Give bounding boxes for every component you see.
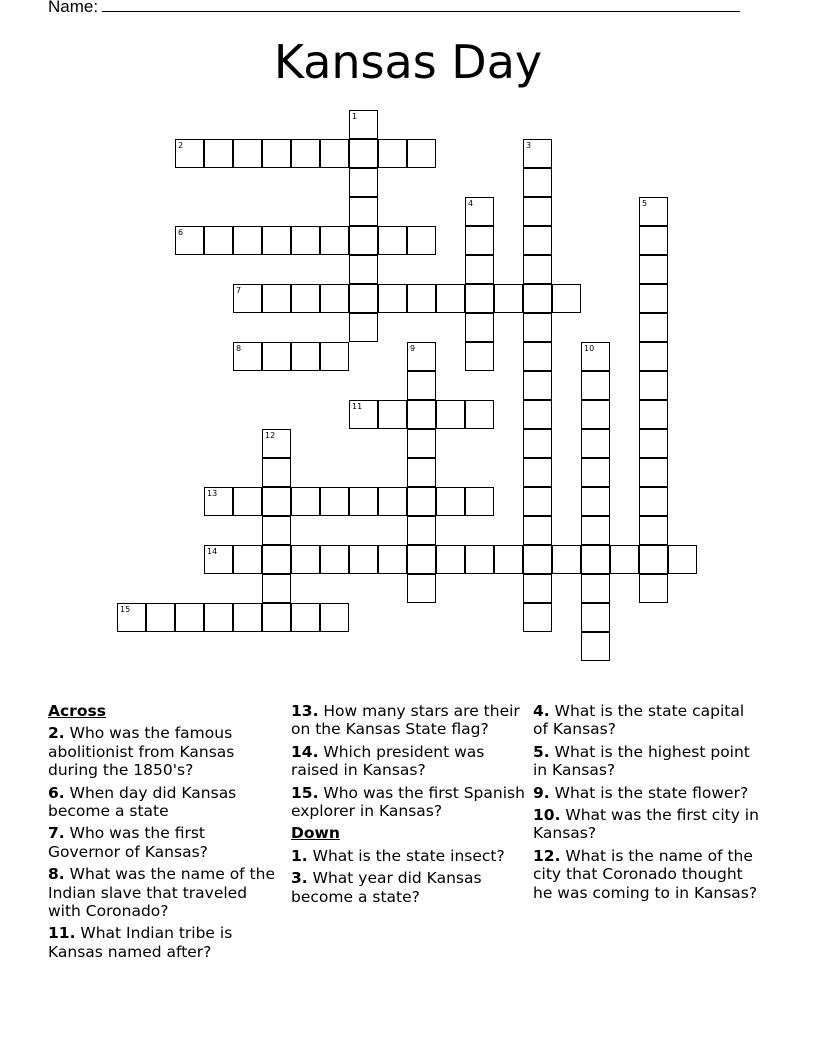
down-clue-3: 3. What year did Kansas become a state?: [291, 869, 482, 906]
down-clue-4: 4. What is the state capital of Kansas?: [533, 702, 745, 739]
across-clue-13: 13. How many stars are their on the Kansas State flag?: [291, 702, 520, 739]
cell-number: 13: [207, 489, 218, 498]
grid-cell[interactable]: [146, 603, 175, 632]
grid-cell[interactable]: [523, 516, 552, 545]
grid-cell[interactable]: [262, 545, 291, 574]
grid-cell[interactable]: [204, 545, 233, 574]
grid-cell[interactable]: [378, 139, 407, 168]
cell-number: 5: [642, 199, 648, 208]
grid-cell[interactable]: [639, 284, 668, 313]
grid-cell[interactable]: [639, 429, 668, 458]
grid-cell[interactable]: [523, 197, 552, 226]
grid-cell[interactable]: [349, 487, 378, 516]
grid-cell[interactable]: [639, 313, 668, 342]
grid-cell[interactable]: [465, 545, 494, 574]
grid-cell[interactable]: [639, 342, 668, 371]
grid-cell[interactable]: [262, 139, 291, 168]
clue-column-3: [533, 702, 763, 906]
across-clue-8: 8. What was the name of the Indian slave that traveled with Coronado?: [48, 865, 275, 921]
grid-cell[interactable]: [349, 255, 378, 284]
grid-cell[interactable]: [349, 168, 378, 197]
grid-cell[interactable]: [407, 226, 436, 255]
grid-cell[interactable]: [581, 400, 610, 429]
grid-cell[interactable]: [407, 284, 436, 313]
grid-cell[interactable]: [378, 545, 407, 574]
grid-cell[interactable]: [262, 487, 291, 516]
grid-cell[interactable]: [639, 400, 668, 429]
grid-cell[interactable]: [233, 487, 262, 516]
name-label: Name:: [48, 0, 99, 16]
grid-cell[interactable]: [465, 313, 494, 342]
across-header: Across: [48, 702, 106, 720]
grid-cell[interactable]: [581, 632, 610, 661]
down-clue-12: 12. What is the name of the city that Coronado thought he was coming to in Kansas?: [533, 846, 758, 902]
cell-number: 4: [468, 199, 474, 208]
grid-cell[interactable]: [349, 139, 378, 168]
grid-cell[interactable]: [610, 545, 639, 574]
cell-number: 10: [584, 344, 595, 353]
grid-cell[interactable]: [436, 284, 465, 313]
cell-number: 11: [352, 402, 363, 411]
across-clue-2: 2. Who was the famous abolitionist from Kansas during the 1850's?: [48, 724, 235, 780]
grid-cell[interactable]: [668, 545, 697, 574]
grid-cell[interactable]: [349, 197, 378, 226]
grid-cell[interactable]: [523, 342, 552, 371]
down-clue-1: 1. What is the state insect?: [291, 846, 505, 865]
grid-cell[interactable]: [523, 168, 552, 197]
down-clue-5: 5. What is the highest point in Kansas?: [533, 742, 750, 780]
down-clue-10: 10. What was the first city in Kansas?: [533, 806, 759, 843]
grid-cell[interactable]: [639, 371, 668, 400]
cell-number: 8: [236, 344, 242, 353]
grid-cell[interactable]: [407, 516, 436, 545]
grid-cell[interactable]: [523, 603, 552, 632]
grid-cell[interactable]: [291, 545, 320, 574]
grid-cell[interactable]: [581, 603, 610, 632]
grid-cell[interactable]: [494, 284, 523, 313]
grid-cell[interactable]: [581, 458, 610, 487]
grid-cell[interactable]: [233, 342, 262, 371]
grid-cell[interactable]: [204, 487, 233, 516]
grid-cell[interactable]: [639, 487, 668, 516]
down-clue-9: 9. What is the state flower?: [533, 783, 749, 802]
grid-cell[interactable]: [204, 139, 233, 168]
grid-cell[interactable]: [407, 342, 436, 371]
grid-cell[interactable]: [523, 487, 552, 516]
grid-cell[interactable]: [639, 574, 668, 603]
grid-cell[interactable]: [262, 429, 291, 458]
grid-cell[interactable]: [639, 516, 668, 545]
grid-cell[interactable]: [291, 342, 320, 371]
grid-cell[interactable]: [378, 487, 407, 516]
down-header: Down: [291, 824, 340, 843]
cell-number: 12: [265, 431, 276, 440]
grid-cell[interactable]: [320, 139, 349, 168]
grid-cell[interactable]: [581, 487, 610, 516]
cell-number: 1: [352, 112, 358, 121]
grid-cell[interactable]: [407, 574, 436, 603]
grid-cell[interactable]: [291, 226, 320, 255]
grid-cell[interactable]: [581, 429, 610, 458]
grid-cell[interactable]: [639, 545, 668, 574]
grid-cell[interactable]: [291, 487, 320, 516]
grid-cell[interactable]: [494, 545, 523, 574]
grid-cell[interactable]: [233, 226, 262, 255]
grid-cell[interactable]: [349, 545, 378, 574]
across-clue-7: 7. Who was the first Governor of Kansas?: [48, 824, 208, 861]
grid-cell[interactable]: [291, 284, 320, 313]
grid-cell[interactable]: [262, 342, 291, 371]
grid-cell[interactable]: [407, 429, 436, 458]
grid-cell[interactable]: [378, 226, 407, 255]
grid-cell[interactable]: [436, 400, 465, 429]
grid-cell[interactable]: [204, 603, 233, 632]
grid-cell[interactable]: [523, 313, 552, 342]
grid-cell[interactable]: [320, 226, 349, 255]
grid-cell[interactable]: [407, 458, 436, 487]
grid-cell[interactable]: [262, 284, 291, 313]
cell-number: 6: [178, 228, 184, 237]
grid-cell[interactable]: [552, 545, 581, 574]
grid-cell[interactable]: [262, 458, 291, 487]
grid-cell[interactable]: [436, 545, 465, 574]
grid-cell[interactable]: [349, 110, 378, 139]
grid-cell[interactable]: [320, 603, 349, 632]
across-clue-11: 11. What Indian tribe is Kansas named after?: [48, 924, 233, 961]
grid-cell[interactable]: [378, 400, 407, 429]
grid-cell[interactable]: [204, 226, 233, 255]
grid-cell[interactable]: [552, 284, 581, 313]
cell-number: 7: [236, 286, 242, 295]
grid-cell[interactable]: [407, 371, 436, 400]
grid-cell[interactable]: [320, 284, 349, 313]
grid-cell[interactable]: [523, 545, 552, 574]
grid-cell[interactable]: [639, 197, 668, 226]
across-clue-6: 6. When day did Kansas become a state: [48, 783, 237, 821]
grid-cell[interactable]: [407, 545, 436, 574]
grid-cell[interactable]: [465, 342, 494, 371]
grid-cell[interactable]: [378, 284, 407, 313]
grid-cell[interactable]: [262, 603, 291, 632]
cell-number: 15: [120, 605, 131, 614]
puzzle-title: Kansas Day: [273, 35, 543, 89]
grid-cell[interactable]: [639, 458, 668, 487]
grid-cell[interactable]: [320, 545, 349, 574]
across-clue-15: 15. Who was the first Spanish explorer in Kansas?: [291, 783, 525, 821]
grid-cell[interactable]: [639, 226, 668, 255]
grid-cell[interactable]: [523, 574, 552, 603]
grid-cell[interactable]: [581, 342, 610, 371]
grid-cell[interactable]: [407, 400, 436, 429]
grid-cell[interactable]: [291, 603, 320, 632]
grid-cell[interactable]: [233, 139, 262, 168]
grid-cell[interactable]: [407, 139, 436, 168]
grid-cell[interactable]: [320, 342, 349, 371]
grid-cell[interactable]: [523, 226, 552, 255]
grid-cell[interactable]: [349, 400, 378, 429]
grid-cell[interactable]: [436, 487, 465, 516]
clue-column-1: [48, 702, 280, 965]
grid-cell[interactable]: [291, 139, 320, 168]
grid-cell[interactable]: [407, 487, 436, 516]
clue-column-2: [291, 702, 531, 910]
grid-cell[interactable]: [581, 516, 610, 545]
grid-cell[interactable]: [523, 371, 552, 400]
grid-cell[interactable]: [320, 487, 349, 516]
grid-cell[interactable]: [349, 313, 378, 342]
grid-cell[interactable]: [523, 284, 552, 313]
cell-number: 9: [410, 344, 416, 353]
grid-cell[interactable]: [523, 255, 552, 284]
grid-cell[interactable]: [523, 458, 552, 487]
grid-cell[interactable]: [523, 400, 552, 429]
cell-number: 14: [207, 547, 218, 556]
grid-cell[interactable]: [233, 603, 262, 632]
grid-cell[interactable]: [465, 284, 494, 313]
grid-cell[interactable]: [523, 139, 552, 168]
grid-cell[interactable]: [117, 603, 146, 632]
cell-number: 2: [178, 141, 184, 150]
grid-cell[interactable]: [465, 255, 494, 284]
grid-cell[interactable]: [262, 226, 291, 255]
grid-cell[interactable]: [233, 545, 262, 574]
cell-number: 3: [526, 141, 532, 150]
grid-cell[interactable]: [175, 139, 204, 168]
grid-cell[interactable]: [465, 197, 494, 226]
grid-cell[interactable]: [262, 574, 291, 603]
grid-cell[interactable]: [349, 226, 378, 255]
grid-cell[interactable]: [262, 516, 291, 545]
grid-cell[interactable]: [639, 255, 668, 284]
grid-cell[interactable]: [233, 284, 262, 313]
across-clue-14: 14. Which president was raised in Kansas?: [291, 742, 485, 780]
grid-cell[interactable]: [175, 603, 204, 632]
grid-cell[interactable]: [581, 574, 610, 603]
grid-cell[interactable]: [349, 284, 378, 313]
grid-cell[interactable]: [465, 400, 494, 429]
grid-cell[interactable]: [465, 487, 494, 516]
grid-cell[interactable]: [465, 226, 494, 255]
grid-cell[interactable]: [581, 371, 610, 400]
grid-cell[interactable]: [175, 226, 204, 255]
grid-cell[interactable]: [581, 545, 610, 574]
grid-cell[interactable]: [523, 429, 552, 458]
